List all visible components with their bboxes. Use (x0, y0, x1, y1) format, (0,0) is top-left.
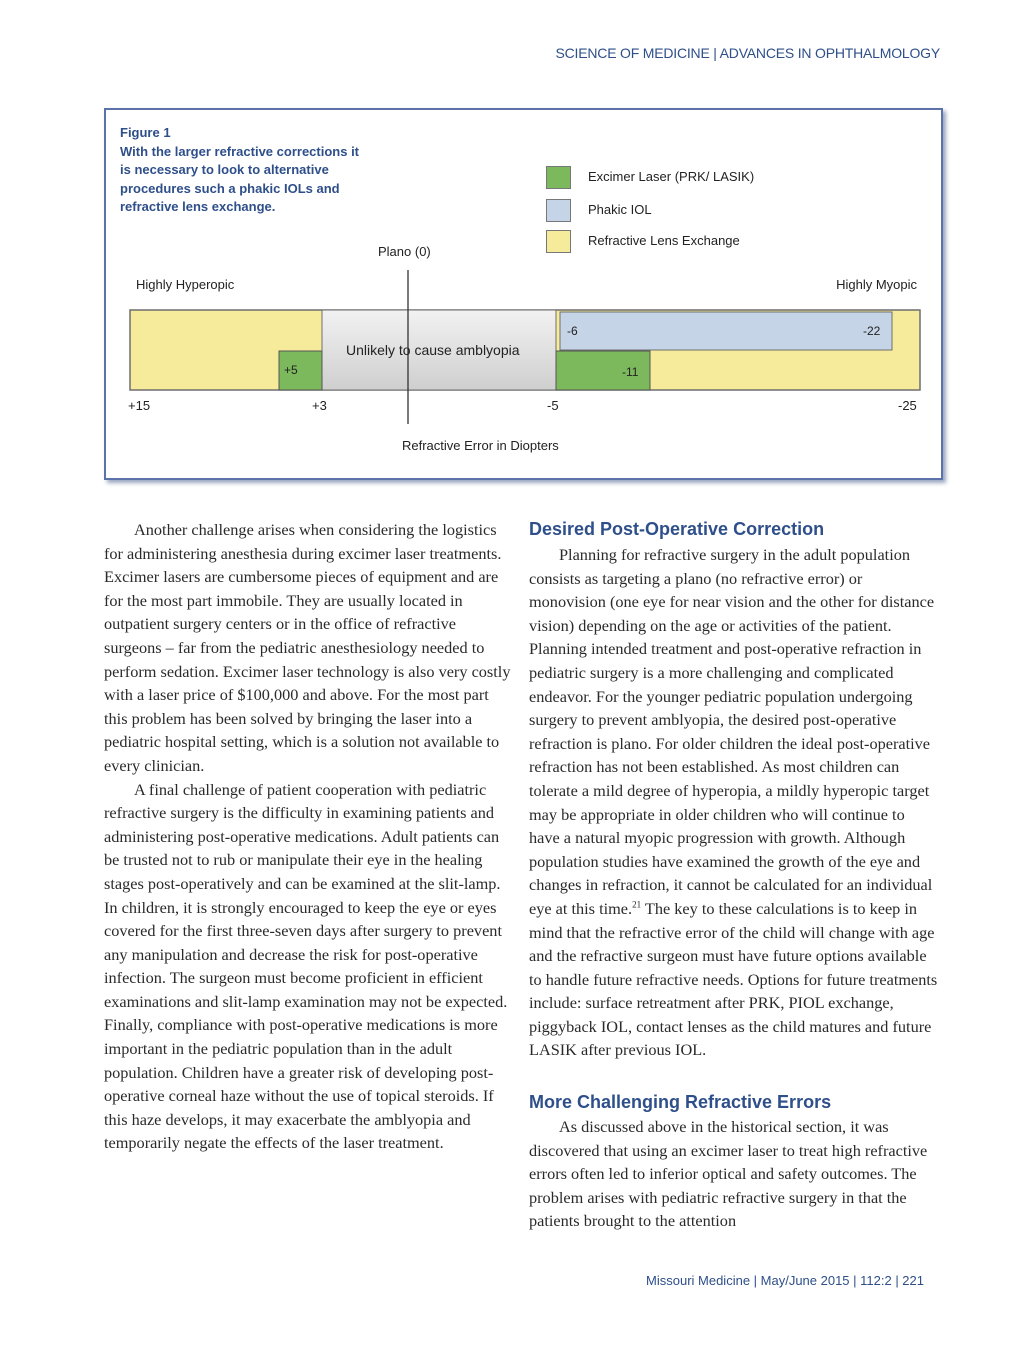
tick-label-minus25: -25 (898, 398, 917, 413)
right-paragraph-1-part1: Planning for refractive surgery in the adult population consists as targeting a plano (no refractive error) or monovision (one eye for near vision and the other for distance vision) depending on the age or activities of the patient. Planning intended treatment and post-operative refraction in pediatric surgery is a more challenging and complicated endeavor. For the younger pediatric population undergoing surgery to prevent amblyopia, the desired post-operative refraction is plano. For older children the ideal post-operative refraction has not been established. As most children can tolerate a mild degree of hyperopia, a mildly hyperopic target may be appropriate in older children who will continue to have a natural myopic progression with growth. Although population studies have examined the growth of the eye and changes in refraction, it cannot be calculated for an individual eye at this time. (529, 545, 935, 918)
section-heading-desired-correction: Desired Post-Operative Correction (529, 519, 825, 539)
running-header: SCIENCE OF MEDICINE | ADVANCES IN OPHTHALMOLOGY (555, 45, 940, 61)
legend-label-phakic: Phakic IOL (588, 202, 652, 217)
right-section-1-body (529, 543, 939, 1062)
right-paragraph-1 (529, 543, 939, 1062)
x-axis-label: Refractive Error in Diopters (402, 438, 559, 453)
right-section-2-body (529, 1115, 939, 1233)
label-plus5: +5 (284, 363, 298, 377)
right-paragraph-1-part2: The key to these calculations is to keep in mind that the refractive error of the child will change with age and the refractive surgeon must have future options available to handle future refractive needs. Options for future treatments include: surface retreatment after PRK, PIOL exchange, piggyback IOL, contact lenses as the child matures and future LASIK after previous IOL. (529, 898, 938, 1060)
figure-caption-text: With the larger refractive corrections it is necessary to look to alternative procedures such a phakic IOLs and refractive lens exchange. (120, 143, 360, 214)
label-minus22: -22 (863, 324, 881, 338)
legend-label-rle: Refractive Lens Exchange (588, 233, 740, 248)
section-heading-challenging-errors: More Challenging Refractive Errors (529, 1092, 832, 1112)
left-paragraph-2: A final challenge of patient cooperation with pediatric refractive surgery is the difficulty in examining patients and administering post-operative medications. Adult patients can be trusted not to rub or manipulate their eye in the healing stages post-operatively and can be examined at the slit-lamp. In children, it is strongly encouraged to keep the eye or eyes covered for the first three-seven days after surgery to prevent any manipulation and decrease the risk for post-operative infection. The surgeon must become proficient in efficient examinations and slit-lamp examination may not be expected. Finally, compliance with post-operative medications is more important in the pediatric population than in the adult population. Children have a greater risk of developing post-operative corneal haze without the use of topical steroids. If this haze develops, it may exacerbate the amblyopia and temporarily negate the effects of the laser treatment. (104, 779, 508, 1153)
left-paragraph-1: Another challenge arises when considering the logistics for administering anesthesia during excimer laser treatments. Excimer lasers are cumbersome pieces of equipment and are for the most part immobile. They are usually located in outpatient surgery centers or in the office of refractive surgeons – far from the pediatric anesthesiology needed to perform sedation. Excimer laser technology is also very costly with a laser price of $100,000 and above. For the most part this problem has been solved by bringing the laser into a pediatric hospital setting, which is a solution not available to every clinician. (104, 520, 511, 775)
highly-myopic-label: Highly Myopic (836, 277, 917, 292)
amblyopia-zone-label: Unlikely to cause amblyopia (346, 342, 520, 358)
tick-label-plus15: +15 (128, 398, 151, 413)
tick-label-plus3: +3 (312, 398, 327, 413)
label-minus6: -6 (567, 324, 578, 338)
phakic-iol-block (560, 312, 892, 350)
highly-hyperopic-label: Highly Hyperopic (136, 277, 235, 292)
label-minus11: -11 (622, 365, 639, 379)
legend-label-excimer: Excimer Laser (PRK/ LASIK) (588, 169, 755, 184)
citation-21: 21 (632, 899, 642, 910)
tick-label-minus5: -5 (547, 398, 559, 413)
page-footer: Missouri Medicine | May/June 2015 | 112:2 | 221 (646, 1273, 924, 1288)
left-column (104, 518, 514, 1155)
plano-label: Plano (0) (378, 244, 431, 259)
right-paragraph-2: As discussed above in the historical section, it was discovered that using an excimer laser to treat high refractive errors often led to inferior optical and safety outcomes. The problem arises with pediatric refractive surgery in that the patients brought to the attention (529, 1117, 928, 1231)
figure-caption-title: Figure 1 (120, 125, 171, 140)
refractive-diagram (106, 110, 941, 478)
figure-1 (104, 108, 943, 480)
